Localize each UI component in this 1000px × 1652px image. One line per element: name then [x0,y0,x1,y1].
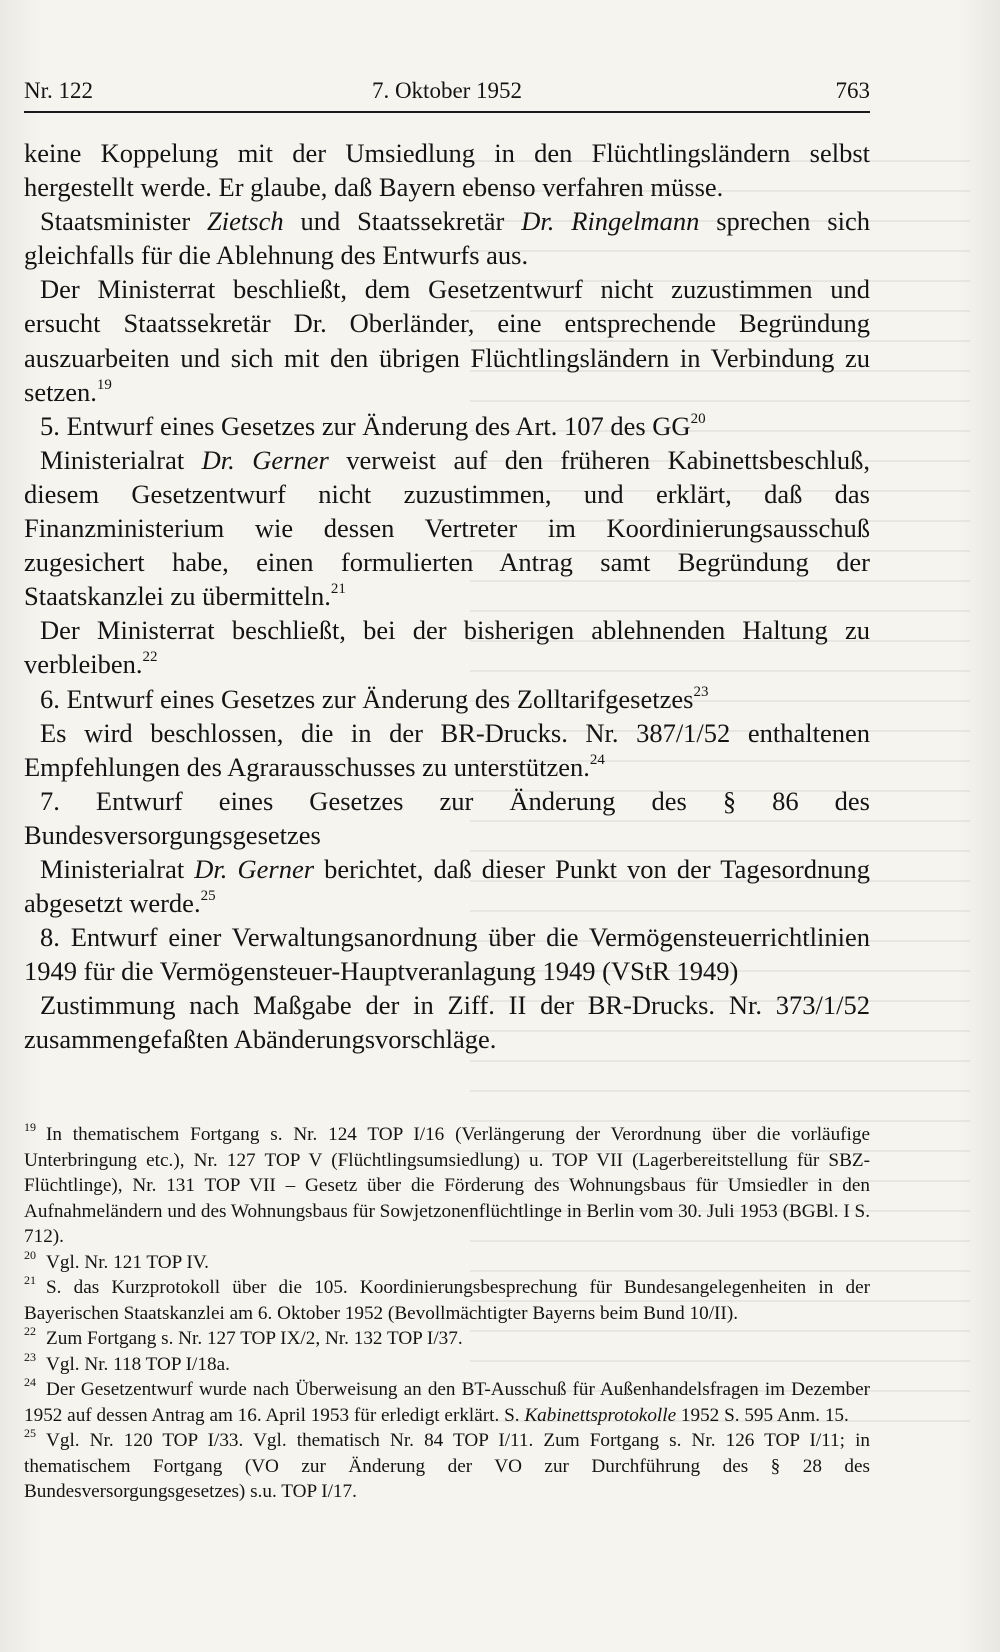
text-run: 5. Entwurf eines Gesetzes zur Änderung des Art. 107 des GG [40,410,691,441]
text-run: Zustimmung nach Maßgabe der in Ziff. II der BR-Drucks. Nr. 373/1/52 zusammengefaßten Abänderungsvorschläge. [24,990,870,1055]
footnote-19 [24,1122,870,1250]
text-run: sprechen sich gleichfalls für die Ablehnung des Entwurfs aus. [24,206,870,271]
paragraph-p8 [24,716,870,784]
document-number: Nr. 122 [24,78,93,103]
paragraph-p5 [24,443,870,613]
text-run: keine Koppelung mit der Umsiedlung in den Flüchtlingsländern selbst hergestellt werde. Er glaube, daß Bayern ebenso verfahren müsse. [24,138,870,203]
footnote-ref: 19 [96,376,112,393]
text-run: Staatsminister [40,206,208,237]
paragraph-p12 [24,988,870,1056]
emphasis-text: Zietsch [207,206,284,237]
text-run: 8. Entwurf einer Verwaltungsanordnung über die Vermögensteuerrichtlinien 1949 für die Vermögensteuer-Hauptveranlagung 1949 (VStR 1949) [24,922,870,987]
footnote-20 [24,1247,870,1276]
page-number: 763 [835,78,870,103]
header-date: 7. Oktober 1952 [371,78,523,103]
footnote-ref: 21 [330,581,346,598]
footnote-ref: 24 [589,751,605,768]
emphasis-text: Dr. Gerner [194,853,315,884]
footnote-number: 25 [24,1426,36,1440]
footnote-number: 20 [24,1247,36,1262]
emphasis-text: Kabinettsprotokolle [524,1404,677,1426]
footnote-ref: 25 [200,888,216,905]
emphasis-text: Dr. Ringelmann [521,206,700,237]
paragraph-p2 [24,204,870,272]
text-run: In thematischem Fortgang s. Nr. 124 TOP I/16 (Verlängerung der Verordnung über die vorläufige Unterbringung etc.), Nr. 127 TOP V (Flüchtlingsumsiedlung) u. TOP VII (Lagerbereitstellung für SBZ-Flüchtlinge), Nr. 131 TOP VII – Gesetz über die Förderung des Wohnungsbaus für Umsiedler in den Aufnahmeländern und des Wohnungsbaus für Sowjetzonenflüchtlinge in Berlin vom 30. Juli 1953 (BGBl. I S. 712). [24,1124,870,1247]
paragraph-p11 [24,920,870,988]
footnote-number: 21 [24,1273,36,1287]
footnote-24 [24,1377,870,1428]
body-text [24,136,870,1057]
paragraph-p6 [24,613,870,681]
text-run: 1952 S. 595 Anm. 15. [676,1404,849,1426]
text-run: Vgl. Nr. 121 TOP IV. [46,1251,209,1273]
footnote-number: 19 [24,1120,36,1134]
text-run: Zum Fortgang s. Nr. 127 TOP IX/2, Nr. 132 TOP I/37. [46,1328,463,1349]
emphasis-text: Dr. Gerner [201,444,329,475]
paragraph-p3 [24,272,870,408]
text-run: und Staatssekretär [283,206,522,237]
footnote-21 [24,1275,870,1326]
text-run: Vgl. Nr. 120 TOP I/33. Vgl. thematisch Nr. 84 TOP I/11. Zum Fortgang s. Nr. 126 TOP I/11; in thematischem Fortgang (VO zur Änderung der VO zur Durchführung des § 28 des Bundesversorgungsgesetzes) s.u. TOP I/17. [24,1430,870,1502]
paragraph-p4 [24,409,870,443]
footnote-ref: 22 [142,649,158,666]
text-run: 7. Entwurf eines Gesetzes zur Änderung des § 86 des Bundesversorgungsgesetzes [24,785,870,850]
text-run: Der Gesetzentwurf wurde nach Überweisung an den BT-Ausschuß für Außenhandelsfragen im Dezember 1952 auf dessen Antrag am 16. April 1953 für erledigt erklärt. S. [24,1379,870,1426]
footnote-25 [24,1428,870,1505]
footnote-number: 23 [24,1349,36,1364]
footnote-23 [24,1349,870,1378]
paragraph-p1 [24,136,870,204]
text-run: Ministerialrat [40,444,202,475]
footnotes [24,1122,870,1505]
header-rule [24,111,870,113]
text-run: Es wird beschlossen, die in der BR-Drucks. Nr. 387/1/52 enthaltenen Empfehlungen des Agrarausschusses zu unterstützen. [24,717,870,782]
paragraph-p9 [24,784,870,852]
paragraph-p7 [24,682,870,716]
text-run: Vgl. Nr. 118 TOP I/18a. [46,1353,230,1375]
text-run: berichtet, daß dieser Punkt von der Tagesordnung abgesetzt werde. [24,853,870,919]
paragraph-p10 [24,852,870,920]
text-run: S. das Kurzprotokoll über die 105. Koordinierungsbesprechung für Bundesangelegenheiten in der Bayerischen Staatskanzlei am 6. Oktober 1952 (Bevollmächtigter Bayerns beim Bund 10/II). [24,1277,870,1324]
footnote-number: 24 [24,1375,36,1389]
running-header [24,78,870,108]
footnote-ref: 20 [690,410,706,427]
text-run: Der Ministerrat beschließt, dem Gesetzentwurf nicht zuzustimmen und ersucht Staatssekretär Dr. Oberländer, eine entsprechende Begründung auszuarbeiten und sich mit den übrigen Flüchtlingsländern in Verbindung zu setzen. [24,274,870,407]
footnote-22 [24,1326,870,1352]
text-run: verweist auf den früheren Kabinettsbeschluß, diesem Gesetzentwurf nicht zuzustimmen, und erklärt, daß das Finanzministerium wie dessen Vertreter im Koordinierungsausschuß zugesichert habe, einen formulierten Antrag samt Begründung der Staatskanzlei zu übermitteln. [24,444,870,612]
footnote-ref: 23 [693,683,709,700]
text-run: Der Ministerrat beschließt, bei der bisherigen ablehnenden Haltung zu verbleiben. [24,615,870,680]
text-run: 6. Entwurf eines Gesetzes zur Änderung des Zolltarifgesetzes [40,683,694,714]
text-run: Ministerialrat [40,853,195,884]
footnote-number: 22 [24,1324,36,1338]
